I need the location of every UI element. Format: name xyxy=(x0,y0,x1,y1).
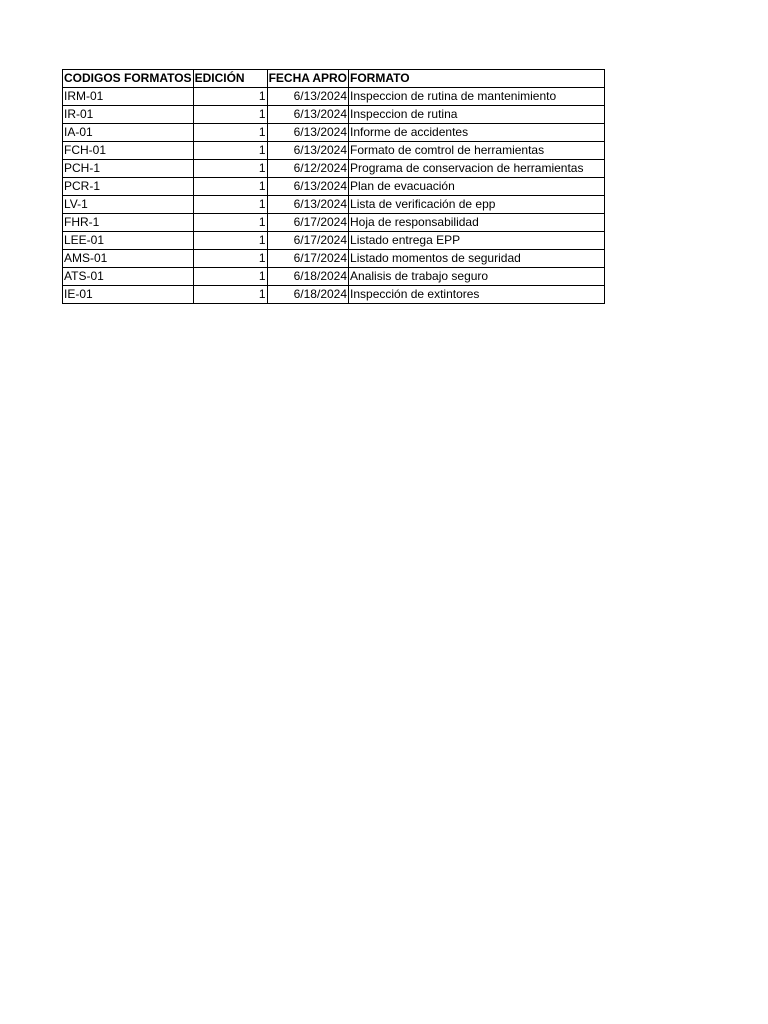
cell-formato: Lista de verificación de epp xyxy=(349,196,605,214)
cell-codigo: FCH-01 xyxy=(63,142,194,160)
cell-edicion: 1 xyxy=(193,286,267,304)
cell-codigo: IRM-01 xyxy=(63,88,194,106)
cell-formato: Inspección de extintores xyxy=(349,286,605,304)
table-row xyxy=(63,250,605,268)
cell-edicion: 1 xyxy=(193,268,267,286)
table-body xyxy=(63,88,605,304)
cell-fecha: 6/13/2024 xyxy=(267,196,348,214)
cell-fecha: 6/18/2024 xyxy=(267,268,348,286)
cell-fecha: 6/18/2024 xyxy=(267,286,348,304)
table-row xyxy=(63,160,605,178)
cell-formato: Hoja de responsabilidad xyxy=(349,214,605,232)
table-row xyxy=(63,124,605,142)
cell-edicion: 1 xyxy=(193,178,267,196)
header-codigos-formatos: CODIGOS FORMATOS xyxy=(63,70,194,88)
table-row xyxy=(63,268,605,286)
cell-codigo: IA-01 xyxy=(63,124,194,142)
cell-codigo: PCH-1 xyxy=(63,160,194,178)
cell-codigo: FHR-1 xyxy=(63,214,194,232)
cell-codigo: LV-1 xyxy=(63,196,194,214)
cell-fecha: 6/13/2024 xyxy=(267,178,348,196)
cell-edicion: 1 xyxy=(193,106,267,124)
cell-edicion: 1 xyxy=(193,250,267,268)
table-row xyxy=(63,196,605,214)
cell-fecha: 6/17/2024 xyxy=(267,232,348,250)
cell-formato: Inspeccion de rutina de mantenimiento xyxy=(349,88,605,106)
cell-formato: Informe de accidentes xyxy=(349,124,605,142)
table-row xyxy=(63,88,605,106)
cell-edicion: 1 xyxy=(193,88,267,106)
cell-fecha: 6/17/2024 xyxy=(267,250,348,268)
cell-edicion: 1 xyxy=(193,142,267,160)
cell-fecha: 6/13/2024 xyxy=(267,124,348,142)
table-row xyxy=(63,232,605,250)
cell-formato: Analisis de trabajo seguro xyxy=(349,268,605,286)
cell-codigo: ATS-01 xyxy=(63,268,194,286)
header-edicion: EDICIÓN xyxy=(193,70,267,88)
cell-edicion: 1 xyxy=(193,196,267,214)
table-row xyxy=(63,106,605,124)
cell-codigo: PCR-1 xyxy=(63,178,194,196)
table-row xyxy=(63,286,605,304)
cell-fecha: 6/17/2024 xyxy=(267,214,348,232)
cell-formato: Inspeccion de rutina xyxy=(349,106,605,124)
cell-codigo: LEE-01 xyxy=(63,232,194,250)
formats-table xyxy=(62,69,605,304)
table-row xyxy=(63,178,605,196)
cell-formato: Formato de comtrol de herramientas xyxy=(349,142,605,160)
header-formato: FORMATO xyxy=(349,70,605,88)
cell-codigo: IR-01 xyxy=(63,106,194,124)
cell-edicion: 1 xyxy=(193,232,267,250)
cell-fecha: 6/12/2024 xyxy=(267,160,348,178)
cell-fecha: 6/13/2024 xyxy=(267,106,348,124)
cell-formato: Plan de evacuación xyxy=(349,178,605,196)
cell-fecha: 6/13/2024 xyxy=(267,142,348,160)
header-fecha-aprobacion: FECHA APRO xyxy=(267,70,348,88)
cell-edicion: 1 xyxy=(193,124,267,142)
cell-formato: Listado momentos de seguridad xyxy=(349,250,605,268)
table-row xyxy=(63,214,605,232)
cell-formato: Listado entrega EPP xyxy=(349,232,605,250)
spreadsheet-page xyxy=(62,69,605,304)
cell-codigo: AMS-01 xyxy=(63,250,194,268)
cell-fecha: 6/13/2024 xyxy=(267,88,348,106)
cell-edicion: 1 xyxy=(193,214,267,232)
cell-codigo: IE-01 xyxy=(63,286,194,304)
header-row xyxy=(63,70,605,88)
table-row xyxy=(63,142,605,160)
cell-edicion: 1 xyxy=(193,160,267,178)
cell-formato: Programa de conservacion de herramientas xyxy=(349,160,605,178)
